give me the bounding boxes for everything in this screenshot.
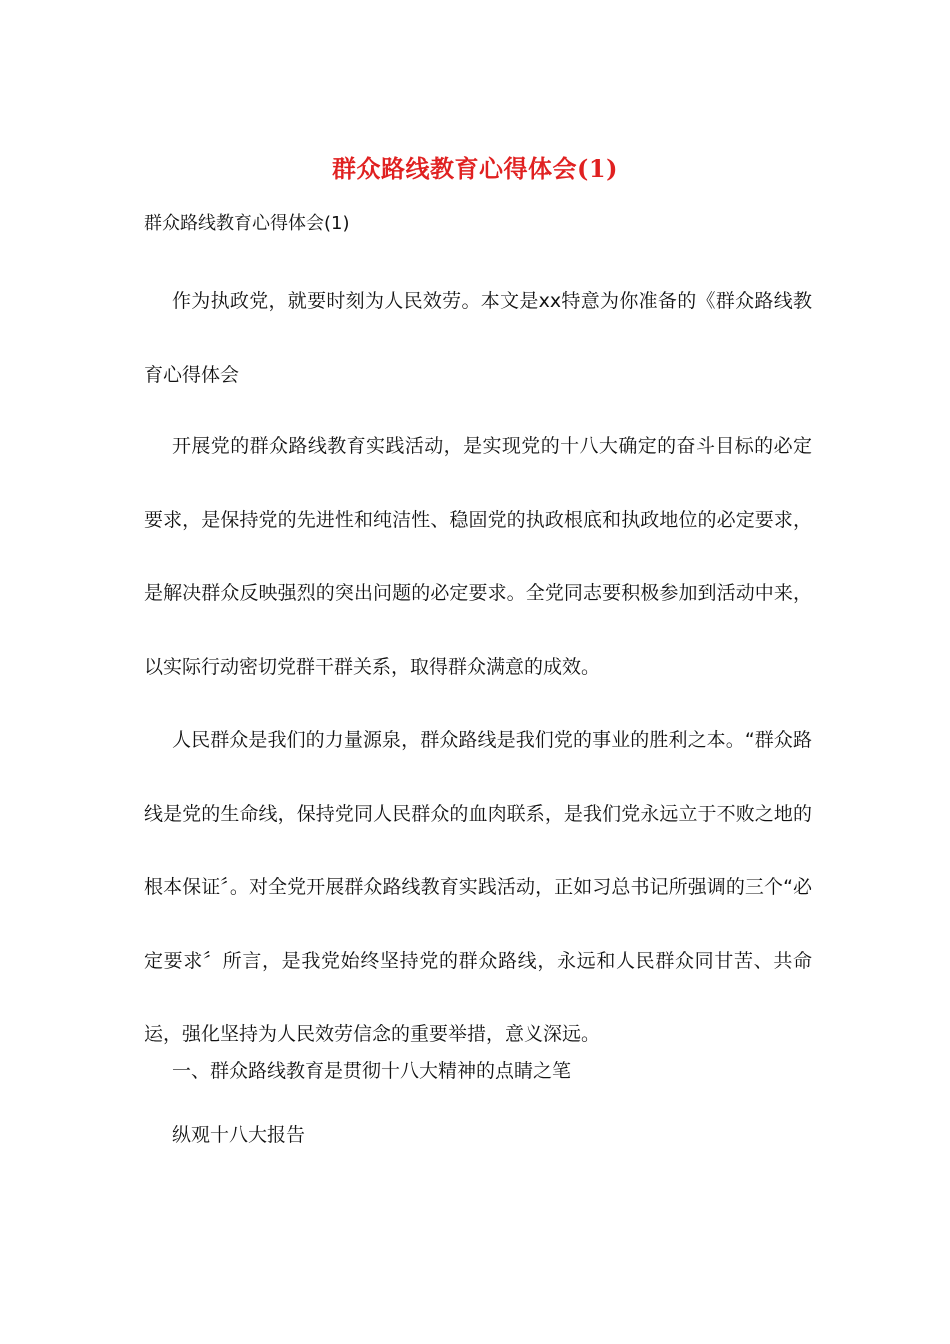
body-paragraph-1: 开展党的群众路线教育实践活动，是实现党的十八大确定的奋斗目标的必定要求，是保持党的先进性和纯洁性、稳固党的执政根底和执政地位的必定要求，是解决群众反映强烈的突出问题的必定要求。全党同志要积极参加到活动中来，以实际行动密切党群干群关系，取得群众满意的成效。 <box>144 435 812 678</box>
document-subtitle: 群众路线教育心得体会(1) <box>144 213 350 234</box>
body-paragraph-2: 人民群众是我们的力量源泉，群众路线是我们党的事业的胜利之本。“群众路线是党的生命线，保持党同人民群众的血肉联系，是我们党永远立于不败之地的根本保证〞。对全党开展群众路线教育实践活动，正如习总书记所强调的三个“必定要求〞所言，是我党始终坚持党的群众路线，永远和人民群众同甘苦、共命运，强化坚持为人民效劳信念的重要举措，意义深远。 <box>144 729 812 1045</box>
intro-paragraph: 作为执政党，就要时刻为人民效劳。本文是xx特意为你准备的《群众路线教育心得体会 <box>144 290 812 386</box>
document-body <box>144 265 812 1072</box>
document-title: 群众路线教育心得体会(1) <box>332 154 618 183</box>
section-heading: 一、群众路线教育是贯彻十八大精神的点睛之笔 <box>172 1060 572 1082</box>
sub-heading: 纵观十八大报告 <box>172 1124 306 1146</box>
